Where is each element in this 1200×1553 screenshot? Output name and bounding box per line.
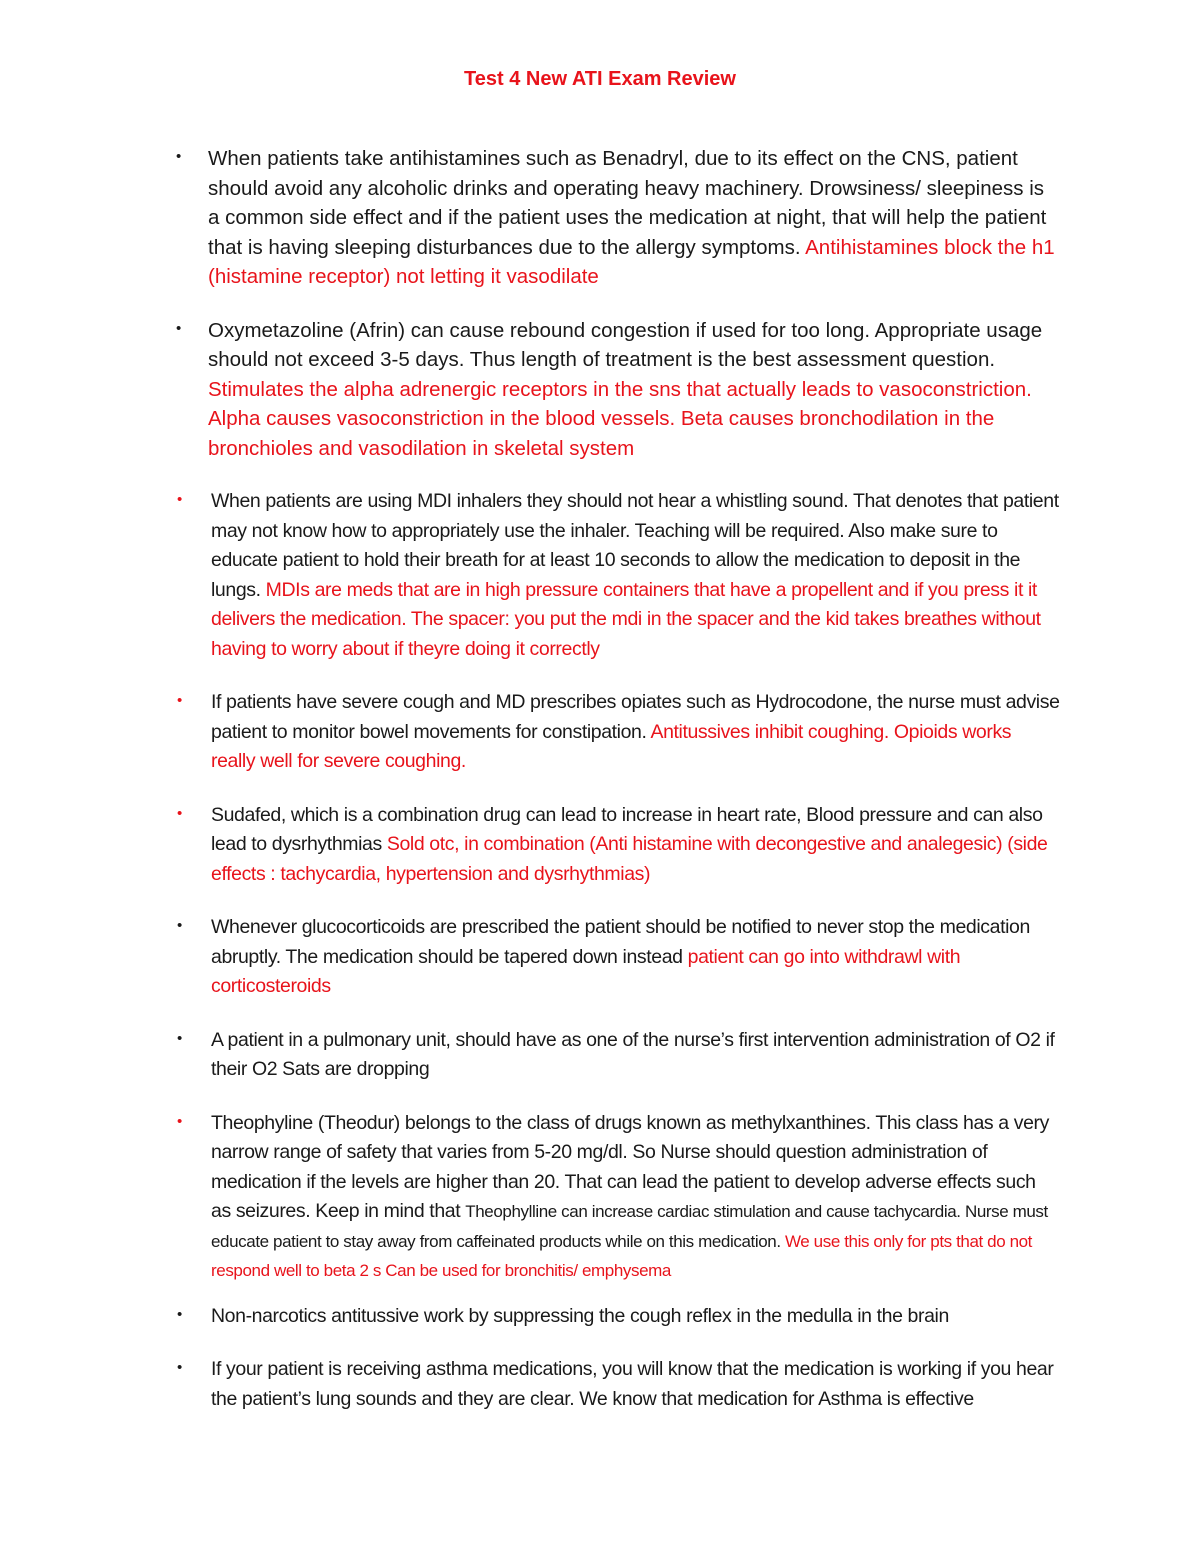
item-text: Sudafed, which is a combination drug can lead to increase in heart rate, Blood pressure and can also lead to dysrhythmias (211, 803, 1043, 855)
list-item (170, 1026, 1060, 1085)
bullet-icon: • (177, 692, 182, 709)
bullet-icon: • (177, 1359, 182, 1376)
list-item (170, 913, 1060, 1002)
item-text: If your patient is receiving asthma medications, you will know that the medication is working if you hear the patient’s lung sounds and they are clear. We know that medication for Asthma is effective (211, 1358, 1054, 1410)
item-tail: Theophylline can increase cardiac stimulation and cause tachycardia. Nurse must educate patient to stay away from caffeinated products while on this medication. (211, 1202, 1048, 1251)
item-note: We use this only for pts that do not respond well to beta 2 s Can be used for bronchitis/ emphysema (211, 1231, 1033, 1280)
item-note: Antihistamines block the h1 (histamine receptor) not letting it vasodilate (208, 235, 1055, 288)
list-item (170, 688, 1060, 777)
item-note: Sold otc, in combination (Anti histamine with decongestive and analegesic) (side effects : tachycardia, hypertension and dysrhythmias) (211, 833, 1048, 885)
item-note: patient can go into withdrawl with corticosteroids (211, 945, 961, 997)
list-item (170, 1109, 1060, 1286)
item-text: A patient in a pulmonary unit, should have as one of the nurse’s first intervention administration of O2 if their O2 Sats are dropping (211, 1028, 1055, 1080)
bullet-icon: • (177, 1029, 182, 1047)
bullet-list (170, 144, 1060, 1438)
item-note: MDIs are meds that are in high pressure containers that have a propellent and if you press it it delivers the medication. The spacer: you put the mdi in the spacer and the kid takes breathes without having to worry about if theyre doing it correctly (211, 578, 1041, 660)
bullet-icon: • (177, 1305, 182, 1323)
list-item (170, 487, 1060, 664)
page-title: Test 4 New ATI Exam Review (464, 68, 736, 90)
list-item (170, 1355, 1060, 1414)
list-item (170, 316, 1060, 464)
list-item (170, 801, 1060, 890)
bullet-icon: • (177, 804, 182, 822)
bullet-icon: • (176, 148, 182, 165)
bullet-icon: • (177, 491, 182, 508)
item-text: Theophyline (Theodur) belongs to the class of drugs known as methylxanthines. This class has a very narrow range of safety that varies from 5-20 mg/dl. So Nurse should question administration of medication if the levels are higher than 20. That can lead the patient to develop adverse effects such as seizures. Keep in mind that (211, 1111, 1049, 1222)
item-text: When patients take antihistamines such as Benadryl, due to its effect on the CNS, patient should avoid any alcoholic drinks and operating heavy machinery. Drowsiness/ sleepiness is a common side effect and if the patient uses the medication at night, that will help the patient that is having sleeping disturbances due to the allergy symptoms. (208, 147, 1047, 259)
item-text: Whenever glucocorticoids are prescribed the patient should be notified to never stop the medication abruptly. The medication should be tapered down instead (211, 916, 1030, 968)
list-item (170, 1302, 1060, 1332)
item-text: Oxymetazoline (Afrin) can cause rebound congestion if used for too long. Appropriate usage should not exceed 3-5 days. Thus length of treatment is the best assessment question. (208, 318, 1043, 371)
item-note: Antitussives inhibit coughing. Opioids works really well for severe coughing. (211, 720, 1012, 772)
list-item (170, 144, 1060, 292)
bullet-icon: • (177, 1112, 182, 1130)
bullet-icon: • (177, 917, 182, 934)
item-text: When patients are using MDI inhalers they should not hear a whistling sound. That denotes that patient may not know how to appropriately use the inhaler. Teaching will be required. Also make sure to educate patient to hold their breath for at least 10 seconds to allow the medication to deposit in the lungs. (211, 490, 1059, 601)
item-text: If patients have severe cough and MD prescribes opiates such as Hydrocodone, the nurse must advise patient to monitor bowel movements for constipation. (211, 691, 1060, 743)
item-note: Stimulates the alpha adrenergic receptors in the sns that actually leads to vasoconstriction. Alpha causes vasoconstriction in the blood vessels. Beta causes bronchodilation in the bronchioles and vasodilation in skeletal system (208, 377, 1032, 460)
item-text: Non-narcotics antitussive work by suppressing the cough reflex in the medulla in the brain (211, 1304, 949, 1327)
bullet-icon: • (176, 319, 182, 337)
